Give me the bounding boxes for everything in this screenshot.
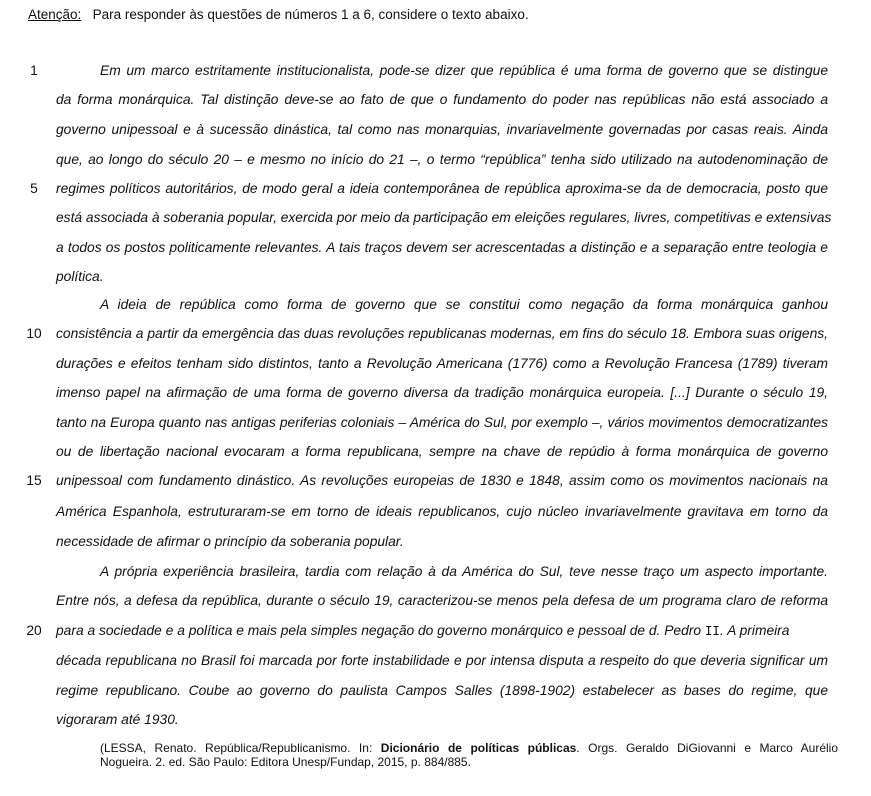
instruction-header — [28, 7, 529, 22]
text-line: necessidade de afirmar o princípio da soberania popular. — [56, 534, 404, 549]
text-line-part: . A primeira — [719, 623, 790, 638]
citation-title: Dicionário de políticas públicas — [380, 741, 577, 755]
text-line: ou de libertação nacional evocaram a forma republicana, sempre na chave de repúdio à forma monárquica de governo — [56, 444, 828, 459]
text-line: governo unipessoal e à sucessão dinástica, tal como nas monarquias, invariavelmente governadas por casas reais. Ainda — [56, 122, 828, 137]
text-line: América Espanhola, estruturaram-se em torno de ideais republicanos, cujo núcleo invariavelmente gravitava em torno da — [56, 504, 828, 519]
text-line-20 — [56, 622, 828, 640]
text-line: A própria experiência brasileira, tardia com relação à da América do Sul, teve nesse traço um aspecto importante. — [100, 564, 828, 579]
text-line: está associada à soberania popular, exercida por meio da participação em eleições regulares, livres, competitivas e extensivas — [56, 210, 832, 225]
text-line: vigoraram até 1930. — [56, 712, 179, 727]
line-number: 20 — [26, 623, 42, 638]
text-line: imenso papel na afirmação de uma forma de governo diversa da tradição monárquica europeia. [...] Durante o século 19, — [56, 385, 828, 400]
text-line: A ideia de república como forma de governo que se constitui como negação da forma monárquica ganhou — [100, 297, 828, 312]
text-line: unipessoal com fundamento dinástico. As revoluções europeias de 1830 e 1848, assim como os movimentos nacionais na — [56, 473, 828, 488]
text-line: Entre nós, a defesa da república, durante o século 19, caracterizou-se menos pela defesa de um programa claro de reforma — [56, 593, 828, 608]
citation-line-2: Nogueira. 2. ed. São Paulo: Editora Unesp/Fundap, 2015, p. 884/885. — [100, 755, 471, 769]
text-line: que, ao longo do século 20 – e mesmo no início do 21 –, o termo “república” tenha sido utilizado na autodenominação de — [56, 152, 828, 167]
text-line: da forma monárquica. Tal distinção deve-se ao fato de que o fundamento do poder nas repúblicas não está associado a — [56, 92, 828, 107]
citation-post: . Orgs. Geraldo DiGiovanni e Marco Aurélio — [576, 741, 839, 755]
text-line-part: para a sociedade e a política e mais pela simples negação do governo monárquico e pessoal de d. Pedro — [56, 623, 705, 638]
line-number: 10 — [26, 326, 42, 341]
text-line: tanto na Europa quanto nas antigas periferias coloniais – América do Sul, por exemplo –, vários movimentos democratizantes — [56, 415, 828, 430]
citation-line-1 — [100, 741, 838, 755]
instruction-text: Para responder às questões de números 1 a 6, considere o texto abaixo. — [92, 7, 529, 22]
line-number: 5 — [30, 181, 38, 196]
text-line: regime republicano. Coube ao governo do paulista Campos Salles (1898-1902) estabelecer as bases do regime, que — [56, 683, 828, 698]
text-line: consistência a partir da emergência das duas revoluções republicanas modernas, em fins do século 18. Embora suas origens, — [56, 326, 828, 341]
citation-pre: (LESSA, Renato. República/Republicanismo. In: — [100, 741, 381, 755]
text-line: Em um marco estritamente institucionalista, pode-se dizer que república é uma forma de governo que se distingue — [100, 63, 828, 78]
text-line: década republicana no Brasil foi marcada por forte instabilidade e por intensa disputa a respeito do que deveria significar um — [56, 653, 828, 668]
roman-numeral: II — [704, 623, 720, 638]
line-number: 1 — [30, 63, 38, 78]
line-number: 15 — [26, 473, 42, 488]
text-line: política. — [56, 269, 104, 284]
attention-label: Atenção: — [28, 7, 82, 22]
text-line: a todos os postos politicamente relevantes. A tais traços devem ser acrescentadas a distinção e a separação entre teologia e — [56, 240, 828, 255]
text-line: durações e efeitos tenham sido distintos, tanto a Revolução Americana (1776) como a Revolução Francesa (1789) tiveram — [56, 356, 828, 371]
text-line: regimes políticos autoritários, de modo geral a ideia contemporânea de república aproxima-se da de democracia, posto que — [56, 181, 828, 196]
